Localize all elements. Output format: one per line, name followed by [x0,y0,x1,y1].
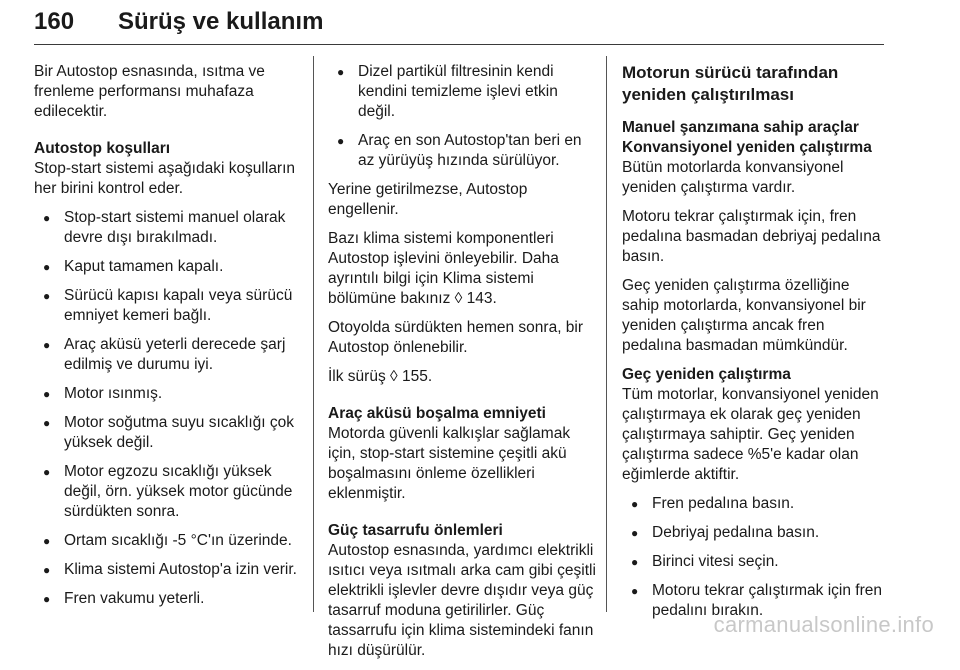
column-3 [622,62,888,630]
list-item: ● Araç en son Autostop'tan beri en az yürüyüş hızında sürülüyor. [328,131,596,171]
conditions-list [34,208,300,609]
paragraph: Geç yeniden çalıştırma özelliğine sahip motorlarda, konvansiyonel bir yeniden çalıştırma ancak fren pedalına basmadan mümkündür. [622,277,866,354]
column-divider [313,56,314,612]
battery-paragraph: Motorda güvenli kalkışlar sağlamak için, stop-start sistemine çeşitli akü boşalmasını önleme özellikleri eklenmiştir. [328,425,571,502]
column-2 [328,62,596,670]
page-title: Sürüş ve kullanım [118,8,324,35]
late-restart-heading: Geç yeniden çalıştırma [622,366,791,383]
conventional-restart-heading: Konvansiyonel yeniden çalıştırma [622,139,872,156]
manual-transmission-heading: Manuel şanzımana sahip araçlar [622,119,859,136]
section-heading: Motorun sürücü tarafından yeniden çalıştırılması [622,63,839,104]
list-item: ● Debriyaj pedalına basın. [622,523,888,543]
power-saving-heading: Güç tasarrufu önlemleri [328,522,503,539]
paragraph: Otoyolda sürdükten hemen sonra, bir Autostop önlenebilir. [328,319,584,356]
page-header [34,4,884,45]
list-item: ● Birinci vitesi seçin. [622,552,888,572]
power-saving-paragraph: Autostop esnasında, yardımcı elektrikli ısıtıcı veya ısıtmalı arka cam gibi çeşitli elektrikli işlevler devre dışıdır veya güç tasarruf moduna getirilirler. Güç tassarrufu için klima sistemindeki fanın hızı düşürülür. [328,542,596,659]
list-item: ● Ortam sıcaklığı -5 °C'ın üzerinde. [34,531,300,551]
late-restart-steps [622,494,888,621]
list-item: ● Motor ısınmış. [34,384,300,404]
list-item: ● Motor egzozu sıcaklığı yüksek değil, örn. yüksek motor gücünde sürdükten sonra. [34,462,300,522]
list-item: ● Araç aküsü yeterli derecede şarj edilmiş ve durumu iyi. [34,335,300,375]
paragraph: Yerine getirilmezse, Autostop engellenir. [328,181,528,218]
page-number: 160 [34,8,75,35]
list-item: ● Motoru tekrar çalıştırmak için fren pedalını bırakın. [622,581,888,621]
paragraph: Motoru tekrar çalıştırmak için, fren pedalına basmadan debriyaj pedalına basın. [622,208,881,265]
list-item: ● Sürücü kapısı kapalı veya sürücü emniyet kemeri bağlı. [34,286,300,326]
list-item: ● Klima sistemi Autostop'a izin verir. [34,560,300,580]
column-1 [34,62,300,618]
intro-paragraph: Bir Autostop esnasında, ısıtma ve frenleme performansı muhafaza edilecektir. [34,63,265,120]
list-item: ● Kaput tamamen kapalı. [34,257,300,277]
list-item: ● Motor soğutma suyu sıcaklığı çok yüksek değil. [34,413,300,453]
conditions-intro: Stop-start sistemi aşağıdaki koşulların her birini kontrol eder. [34,160,296,197]
list-item: ● Fren vakumu yeterli. [34,589,300,609]
battery-heading: Araç aküsü boşalma emniyeti [328,405,546,422]
list-item: ● Dizel partikül filtresinin kendi kendini temizleme işlevi etkin değil. [328,62,596,122]
paragraph: İlk sürüş ◊ 155. [328,368,433,385]
conditions-heading: Autostop koşulları [34,140,171,157]
list-item: ● Stop-start sistemi manuel olarak devre dışı bırakılmadı. [34,208,300,248]
watermark: carmanualsonline.info [713,612,934,637]
conditions-list-continued [328,62,596,171]
column-divider [606,56,607,612]
list-item: ● Fren pedalına basın. [622,494,888,514]
paragraph: Bütün motorlarda konvansiyonel yeniden çalıştırma vardır. [622,159,844,196]
paragraph: Bazı klima sistemi komponentleri Autostop işlevini önleyebilir. Daha ayrıntılı bilgi için Klima sistemi bölümüne bakınız ◊ 143. [328,230,559,307]
late-restart-paragraph: Tüm motorlar, konvansiyonel yeniden çalıştırmaya ek olarak geç yeniden çalıştırmaya sahiptir. Geç yeniden çalıştırma sadece %5'e kadar olan eğimlerde aktiftir. [622,386,879,483]
